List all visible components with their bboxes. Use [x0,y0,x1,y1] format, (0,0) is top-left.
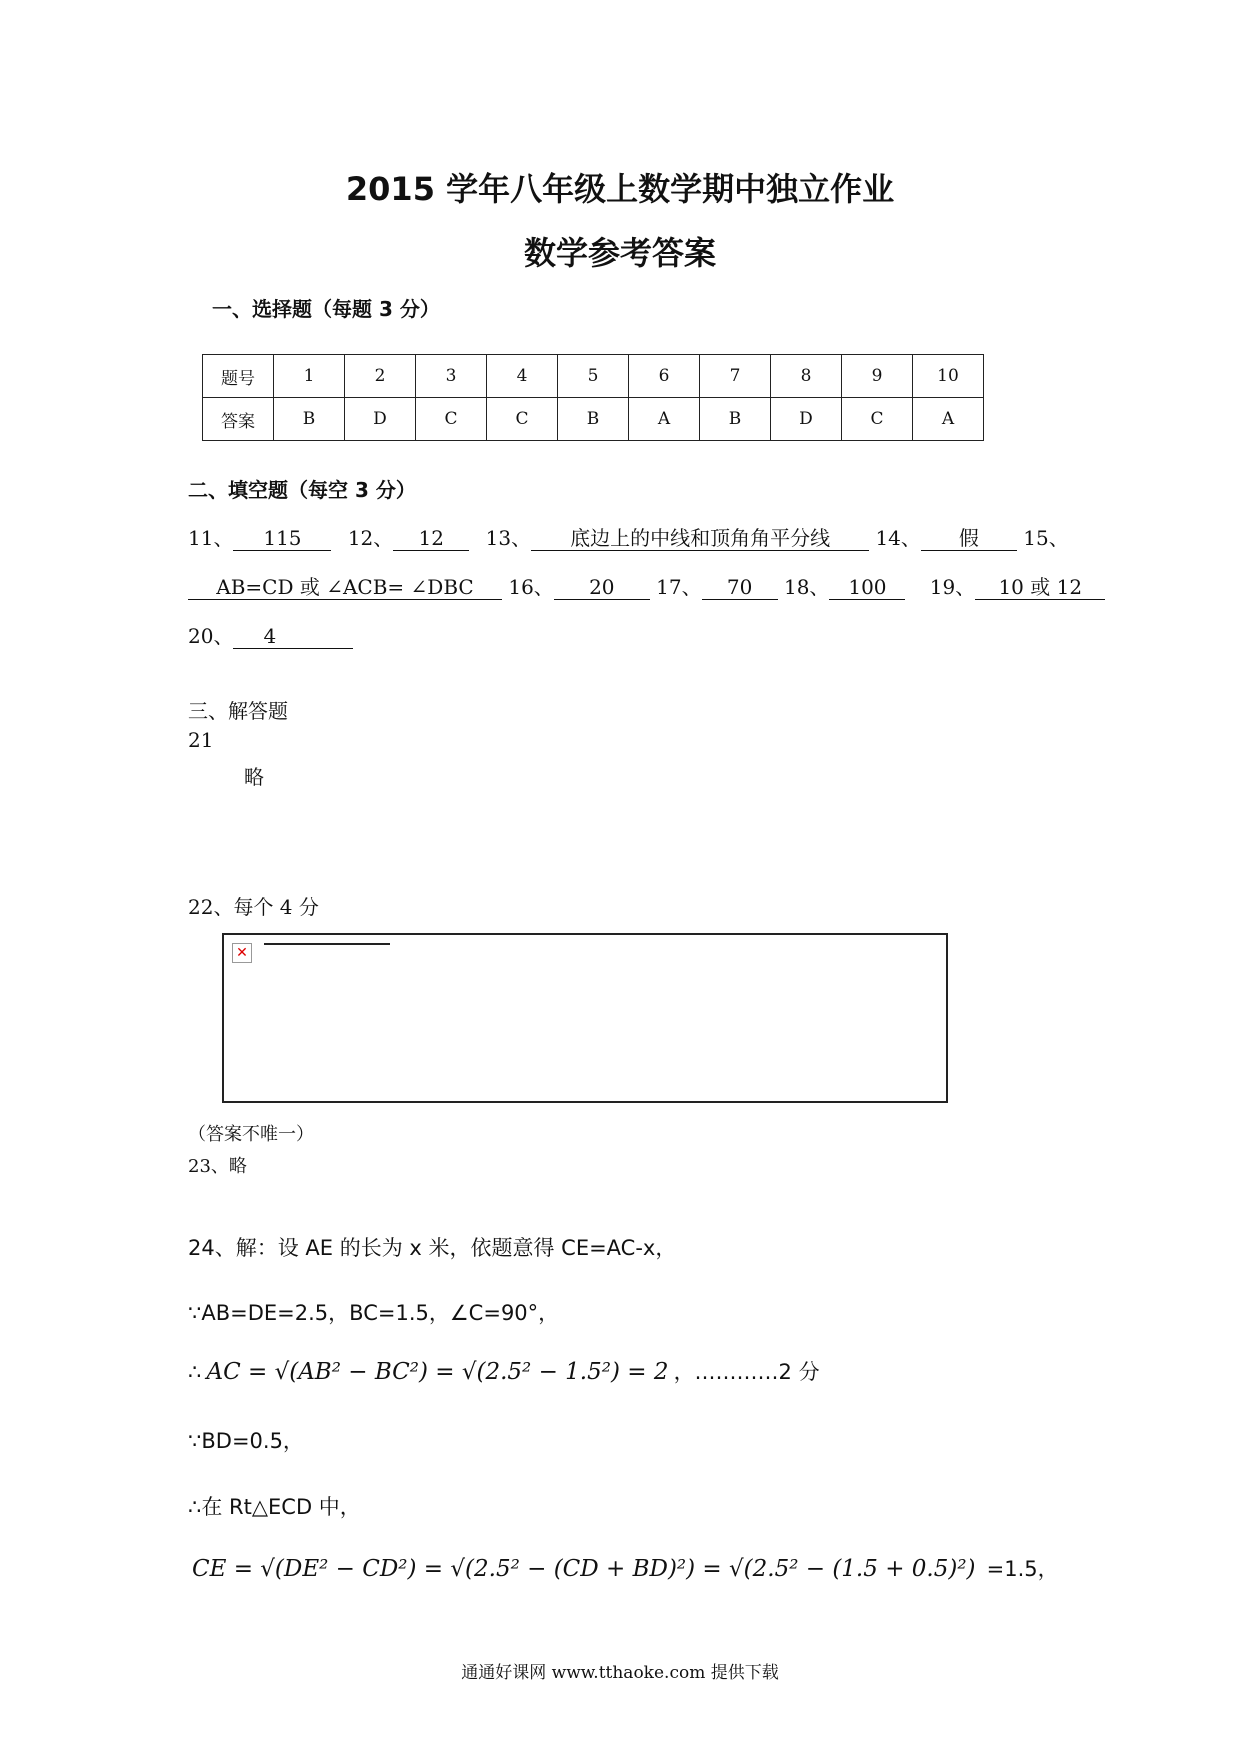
fill-line-2 [188,571,1105,600]
answer-cell: A [629,398,700,441]
broken-image-icon: ✕ [232,943,252,963]
question-label: 17、 [656,575,702,599]
solution-24-line-1: 24、解：设 AE 的长为 x 米，依题意得 CE=AC-x， [188,1236,677,1260]
answer-19: 10 或 12 [975,575,1105,600]
q23-label: 23、略 [188,1156,247,1177]
question-label: 19、 [929,575,976,599]
question-label: 20、 [188,624,234,648]
question-number: 8 [771,355,842,398]
answer-cell: C [487,398,558,441]
answer-11: 115 [233,526,331,551]
result-value: =1.5， [986,1557,1059,1581]
figure-box [222,933,948,1103]
question-label: 13、 [485,526,532,550]
question-label: 15、 [1023,526,1069,550]
solution-24-line-6 [192,1553,1059,1583]
fill-line-3 [188,620,353,649]
question-number: 4 [487,355,558,398]
answer-cell: B [700,398,771,441]
question-number: 10 [913,355,984,398]
solution-24-line-4: ∵BD=0.5， [188,1429,304,1453]
question-label: 16、 [508,575,554,599]
row-label: 答案 [203,398,274,441]
therefore-symbol: ∴ [188,1360,202,1384]
answer-16: 20 [554,575,650,600]
question-number: 7 [700,355,771,398]
formula-ac: AC = √(AB² − BC²) = √(2.5² − 1.5²) = 2 [206,1359,669,1385]
question-label: 12、 [347,526,394,550]
fill-line-1 [188,522,1069,551]
q21-answer: 略 [244,765,264,789]
question-label: 18、 [783,575,830,599]
answer-17: 70 [702,575,778,600]
score-note: ，…………2 分 [673,1360,820,1384]
solution-24-line-2: ∵AB=DE=2.5，BC=1.5，∠C=90°， [188,1301,560,1325]
answer-cell: C [842,398,913,441]
section3-heading: 三、解答题 [188,699,288,723]
answer-cell: A [913,398,984,441]
answer-cell: B [274,398,345,441]
question-number: 1 [274,355,345,398]
page-footer: 通通好课网 www.tthaoke.com 提供下载 [461,1663,779,1683]
page-subtitle: 数学参考答案 [523,234,716,272]
question-number: 3 [416,355,487,398]
answer-table [202,354,984,441]
solution-24-line-5: ∴在 Rt△ECD 中， [188,1495,361,1519]
q21-label: 21 [188,728,214,752]
question-label: 14、 [875,526,921,550]
answer-18: 100 [829,575,905,600]
table-row [203,355,984,398]
answer-cell: B [558,398,629,441]
answer-cell: C [416,398,487,441]
q22-note: （答案不唯一） [188,1124,314,1145]
answer-13: 底边上的中线和顶角角平分线 [531,526,869,551]
question-number: 6 [629,355,700,398]
answer-20: 4 [233,624,353,649]
section2-heading: 二、填空题（每空 3 分） [188,478,416,502]
question-number: 2 [345,355,416,398]
question-number: 9 [842,355,913,398]
section1-heading: 一、选择题（每题 3 分） [212,297,440,321]
answer-12: 12 [393,526,469,551]
question-number: 5 [558,355,629,398]
table-row [203,398,984,441]
answer-cell: D [345,398,416,441]
answer-cell: D [771,398,842,441]
q22-label: 22、每个 4 分 [188,895,319,919]
answer-15: AB=CD 或 ∠ACB= ∠DBC [188,575,502,600]
question-label: 11、 [188,526,234,550]
page-title: 2015 学年八年级上数学期中独立作业 [345,170,895,208]
answer-14: 假 [921,526,1017,551]
formula-ce: CE = √(DE² − CD²) = √(2.5² − (CD + BD)²) = √(2.5² − (1.5 + 0.5)²) [192,1556,976,1582]
row-label: 题号 [203,355,274,398]
figure-line [264,943,390,945]
solution-24-line-3 [188,1356,820,1386]
